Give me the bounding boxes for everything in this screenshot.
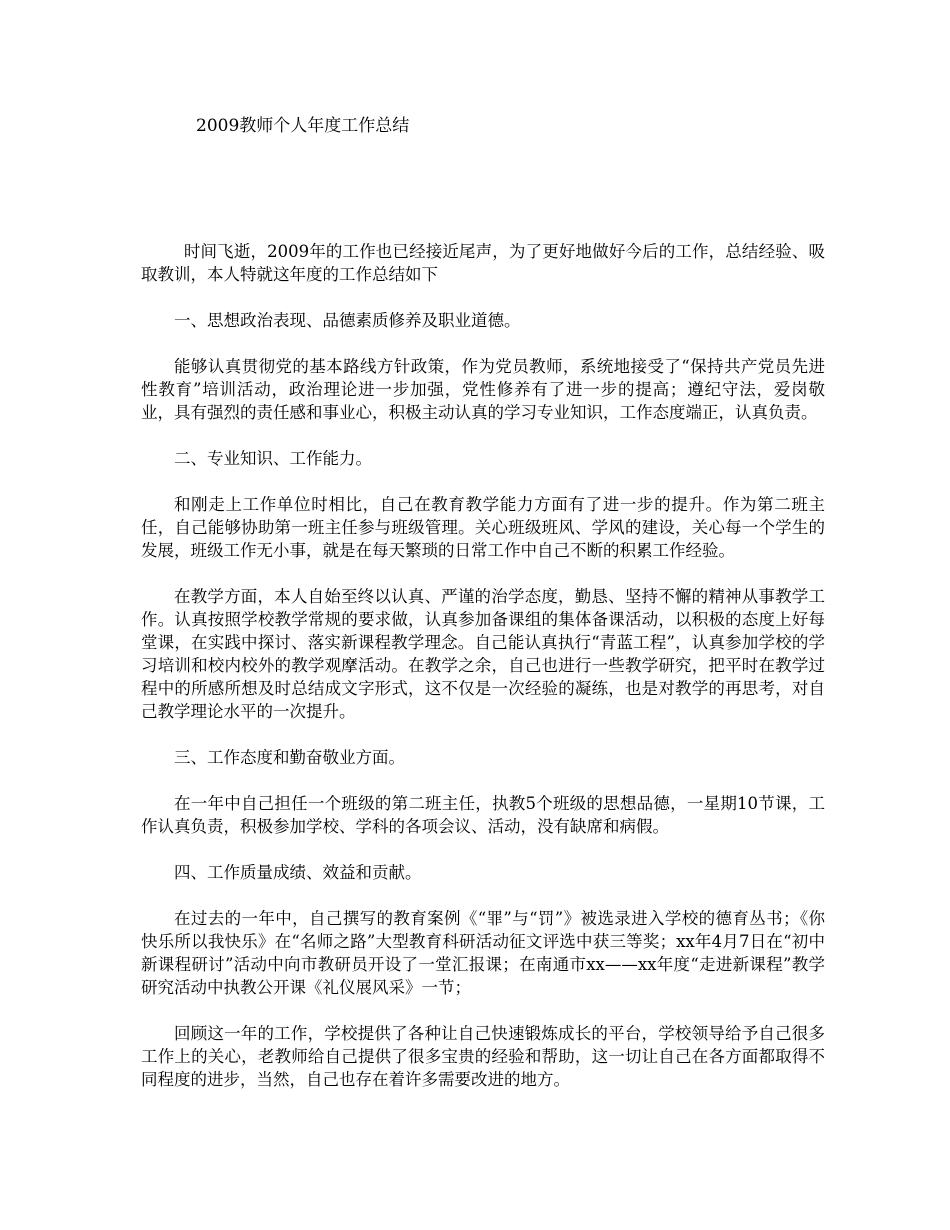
paragraph-achievements: 在过去的一年中，自己撰写的教育案例《“罪”与“罚”》被选录进入学校的德育丛书；《你快乐所以我快乐》在“名师之路”大型教育科研活动征文评选中获三等奖；xx年4月7日在“初中新课程研讨”活动中向市教研员开设了一堂汇报课；在南通市xx——xx年度“走进新课程”教学研究活动中执教公开课《礼仪展风采》一节； [141, 909, 825, 997]
section-heading-1: 一、思想政治表现、品德素质修养及职业道德。 [174, 311, 521, 330]
paragraph-attitude: 在一年中自己担任一个班级的第二班主任，执教5个班级的思想品德，一星期10节课，工作认真负责，积极参加学校、学科的各项会议、活动，没有缺席和病假。 [141, 794, 825, 836]
document-title: 2009教师个人年度工作总结 [196, 116, 410, 136]
paragraph-ability: 和刚走上工作单位时相比，自己在教育教学能力方面有了进一步的提升。作为第二班主任，自己能够协助第一班主任参与班级管理。关心班级班风、学风的建设，关心每一个学生的发展，班级工作无小事，就是在每天繁琐的日常工作中自己不断的积累工作经验。 [141, 495, 825, 560]
document-body [141, 240, 825, 1091]
paragraph-politics: 能够认真贯彻党的基本路线方针政策，作为党员教师，系统地接受了“保持共产党员先进性教育”培训活动，政治理论进一步加强，党性修养有了进一步的提高；遵纪守法，爱岗敬业，具有强烈的责任感和事业心，积极主动认真的学习专业知识，工作态度端正，认真负责。 [141, 357, 825, 422]
section-heading-3: 三、工作态度和勤奋敬业方面。 [174, 748, 405, 767]
section-heading-4: 四、工作质量成绩、效益和贡献。 [174, 863, 422, 882]
paragraph-teaching: 在教学方面，本人自始至终以认真、严谨的治学态度，勤恳、坚持不懈的精神从事教学工作。认真按照学校教学常规的要求做，认真参加备课组的集体备课活动，以积极的态度上好每堂课，在实践中探讨、落实新课程教学理念。自己能认真执行“青蓝工程”，认真参加学校的学习培训和校内校外的教学观摩活动。在教学之余，自己也进行一些教学研究，把平时在教学过程中的所感所想及时总结成文字形式，这不仅是一次经验的凝练，也是对教学的再思考，对自己教学理论水平的一次提升。 [141, 587, 825, 721]
paragraph-intro: 时间飞逝，2009年的工作也已经接近尾声，为了更好地做好今后的工作，总结经验、吸取教训，本人特就这年度的工作总结如下 [141, 242, 825, 284]
section-heading-2: 二、专业知识、工作能力。 [174, 449, 372, 468]
paragraph-review: 回顾这一年的工作，学校提供了各种让自己快速锻炼成长的平台，学校领导给予自己很多工作上的关心，老教师给自己提供了很多宝贵的经验和帮助，这一切让自己在各方面都取得不同程度的进步，当然，自己也存在着许多需要改进的地方。 [141, 1024, 825, 1089]
